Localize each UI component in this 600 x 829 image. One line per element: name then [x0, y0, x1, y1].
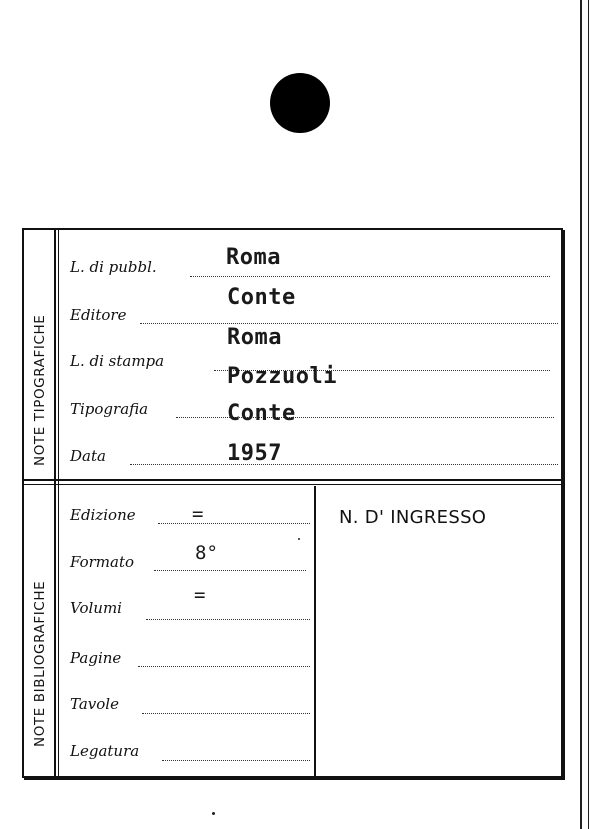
- punch-hole: [270, 73, 330, 133]
- label-pagine: Pagine: [70, 649, 122, 667]
- ingresso-label: N. D' INGRESSO: [339, 507, 487, 528]
- line-edizione: [158, 523, 310, 524]
- value-editore: Conte: [227, 285, 296, 310]
- label-formato: Formato: [70, 553, 135, 571]
- scan-speck: [298, 538, 300, 540]
- line-editore: [140, 323, 558, 324]
- ingresso-divider: [314, 486, 316, 776]
- value-volumi: =: [194, 584, 206, 606]
- frame-bottom-rule: [24, 778, 565, 780]
- label-luogo-pubblicazione: L. di pubbl.: [70, 258, 157, 276]
- section-divider: [24, 479, 563, 481]
- value-formato: 8°: [195, 542, 218, 564]
- section-divider-inner: [24, 484, 563, 485]
- line-luogo-pubblicazione: [190, 276, 550, 277]
- section-label-tipografiche: NOTE TIPOGRAFICHE: [32, 314, 48, 466]
- card-top-edge: [0, 0, 600, 6]
- side-column-rule: [54, 230, 56, 776]
- label-luogo-stampa: L. di stampa: [70, 352, 165, 370]
- section-label-bibliografiche: NOTE BIBLIOGRAFICHE: [32, 580, 48, 747]
- label-editore: Editore: [70, 306, 127, 324]
- value-luogo-stampa-1: Roma: [227, 325, 282, 350]
- label-tavole: Tavole: [70, 695, 119, 713]
- label-data: Data: [70, 447, 106, 465]
- value-edizione: =: [192, 503, 204, 525]
- line-formato: [154, 570, 306, 571]
- label-tipografia: Tipografia: [70, 400, 149, 418]
- value-tipografia: Conte: [227, 401, 296, 426]
- frame-right-rule: [563, 230, 565, 780]
- line-pagine: [138, 666, 310, 667]
- value-data: 1957: [227, 441, 282, 466]
- line-data: [130, 464, 558, 465]
- card-right-edge-inner: [588, 0, 589, 829]
- side-column-rule-inner: [58, 230, 59, 776]
- line-tavole: [142, 713, 310, 714]
- card-right-edge: [580, 0, 582, 829]
- line-volumi: [146, 619, 310, 620]
- line-legatura: [162, 760, 310, 761]
- value-luogo-pubblicazione: Roma: [226, 245, 281, 270]
- label-legatura: Legatura: [70, 742, 140, 760]
- value-luogo-stampa-2: Pozzuoli: [227, 364, 337, 389]
- label-edizione: Edizione: [70, 506, 136, 524]
- label-volumi: Volumi: [70, 599, 122, 617]
- scan-speck: [212, 812, 215, 815]
